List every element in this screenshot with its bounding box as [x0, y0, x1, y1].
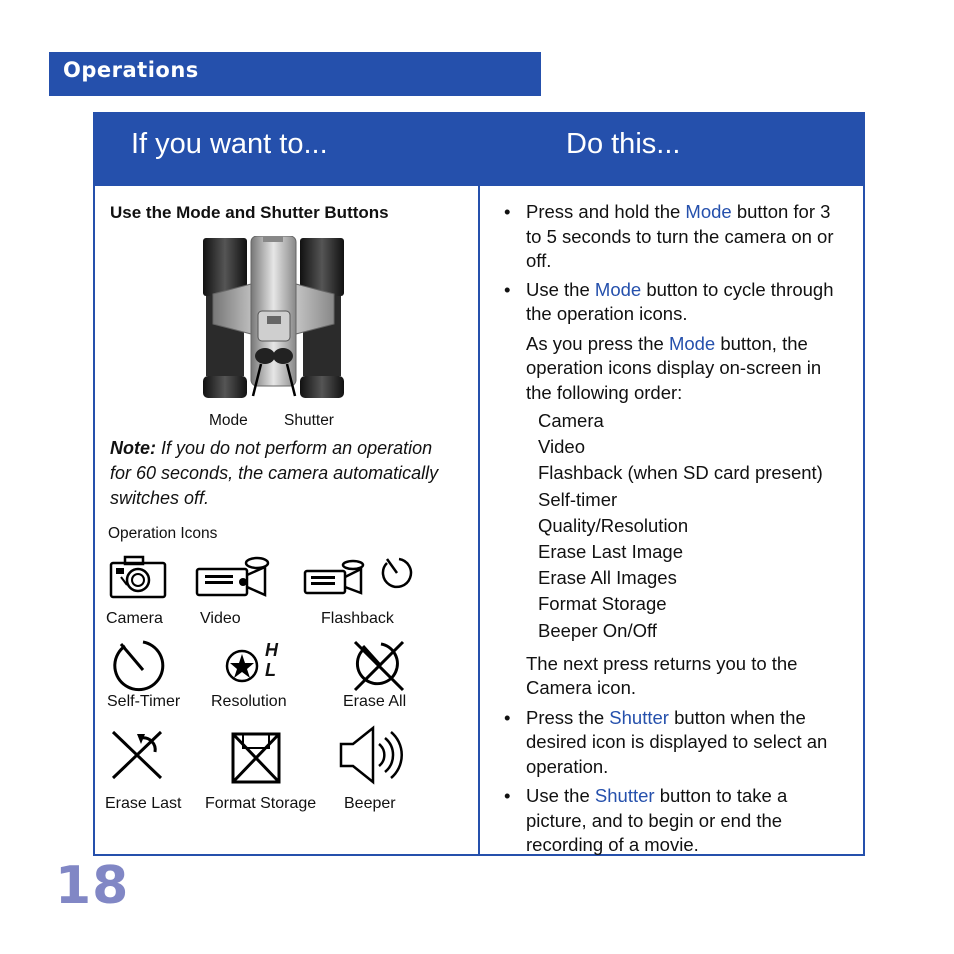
resolution-l: L: [265, 660, 276, 680]
icon-label-erase-last: Erase Last: [105, 795, 182, 812]
header-right-text: Do this...: [566, 128, 681, 160]
icon-label-erase-all: Erase All: [343, 693, 407, 710]
resolution-h: H: [265, 640, 278, 660]
beeper-icon: [339, 724, 405, 786]
bullet-select: • Press the Shutter button when the desired icon is displayed to select an operation.: [500, 706, 850, 780]
icon-label-format-storage: Format Storage: [205, 795, 317, 812]
section-title: Operations: [63, 58, 199, 82]
icon-label-self-timer: Self-Timer: [107, 693, 181, 710]
video-icon: [195, 555, 273, 599]
mode-label: Mode: [209, 412, 248, 429]
icon-label-beeper: Beeper: [344, 795, 396, 812]
erase-all-icon: [351, 638, 407, 694]
icon-order-list: [500, 408, 850, 644]
icon-label-resolution: Resolution: [211, 693, 287, 710]
note-label: Note:: [110, 438, 156, 458]
shutter-ref: Shutter: [594, 785, 655, 807]
mode-ref: Mode: [668, 332, 716, 354]
list-item: Self-timer: [538, 488, 618, 510]
table-header-left: [95, 114, 479, 186]
bullet-picture: • Use the Shutter button to take a picture, and to begin or end the recording of a movie.: [500, 784, 850, 858]
right-column: [500, 200, 850, 858]
bullet-cycle: • Use the Mode button to cycle through the operation icons.: [500, 278, 850, 327]
list-item: Beeper On/Off: [538, 619, 657, 641]
list-item: Video: [538, 436, 585, 458]
icon-label-video: Video: [200, 610, 241, 627]
note-text: If you do not perform an operation for 60 seconds, the camera automatically switches off.: [110, 438, 439, 508]
mode-ref: Mode: [594, 278, 642, 300]
camera-icon: [109, 555, 167, 599]
list-item: Camera: [538, 410, 604, 431]
list-item: Erase All Images: [538, 567, 677, 589]
order-intro: As you press the Mode button, the operation icons display on-screen in the following order:: [526, 332, 822, 403]
table-header-right: [480, 114, 863, 186]
header-left-text: If you want to...: [131, 128, 328, 160]
page-number: 18: [55, 856, 130, 916]
camera-illustration: [203, 236, 355, 406]
shutter-label: Shutter: [284, 412, 334, 429]
column-divider: [478, 114, 480, 854]
mode-ref: Mode: [685, 201, 732, 222]
list-item: Format Storage: [538, 593, 667, 615]
flashback-video-icon: [303, 555, 369, 599]
erase-last-icon: [111, 728, 167, 780]
icons-heading: Operation Icons: [108, 525, 218, 542]
resolution-letters: [265, 640, 278, 680]
format-storage-icon: [231, 732, 281, 784]
flashback-timer-icon: [379, 555, 419, 591]
section-header: [49, 52, 541, 96]
icon-label-flashback: Flashback: [321, 610, 394, 627]
resolution-icon: [225, 644, 267, 688]
bullet-power: • Press and hold the Mode button for 3 to 5 seconds to turn the camera on or off.: [500, 200, 850, 274]
instruction-table: [93, 112, 865, 856]
return-note: The next press returns you to the Camera icon.: [526, 652, 798, 699]
self-timer-icon: [111, 638, 173, 694]
list-item: Erase Last Image: [538, 541, 683, 563]
icon-label-camera: Camera: [106, 610, 163, 627]
list-item: Quality/Resolution: [538, 514, 689, 536]
note: [110, 436, 455, 511]
list-item: Flashback (when SD card present): [538, 462, 823, 484]
shutter-ref: Shutter: [609, 706, 669, 728]
left-title: Use the Mode and Shutter Buttons: [110, 203, 389, 222]
